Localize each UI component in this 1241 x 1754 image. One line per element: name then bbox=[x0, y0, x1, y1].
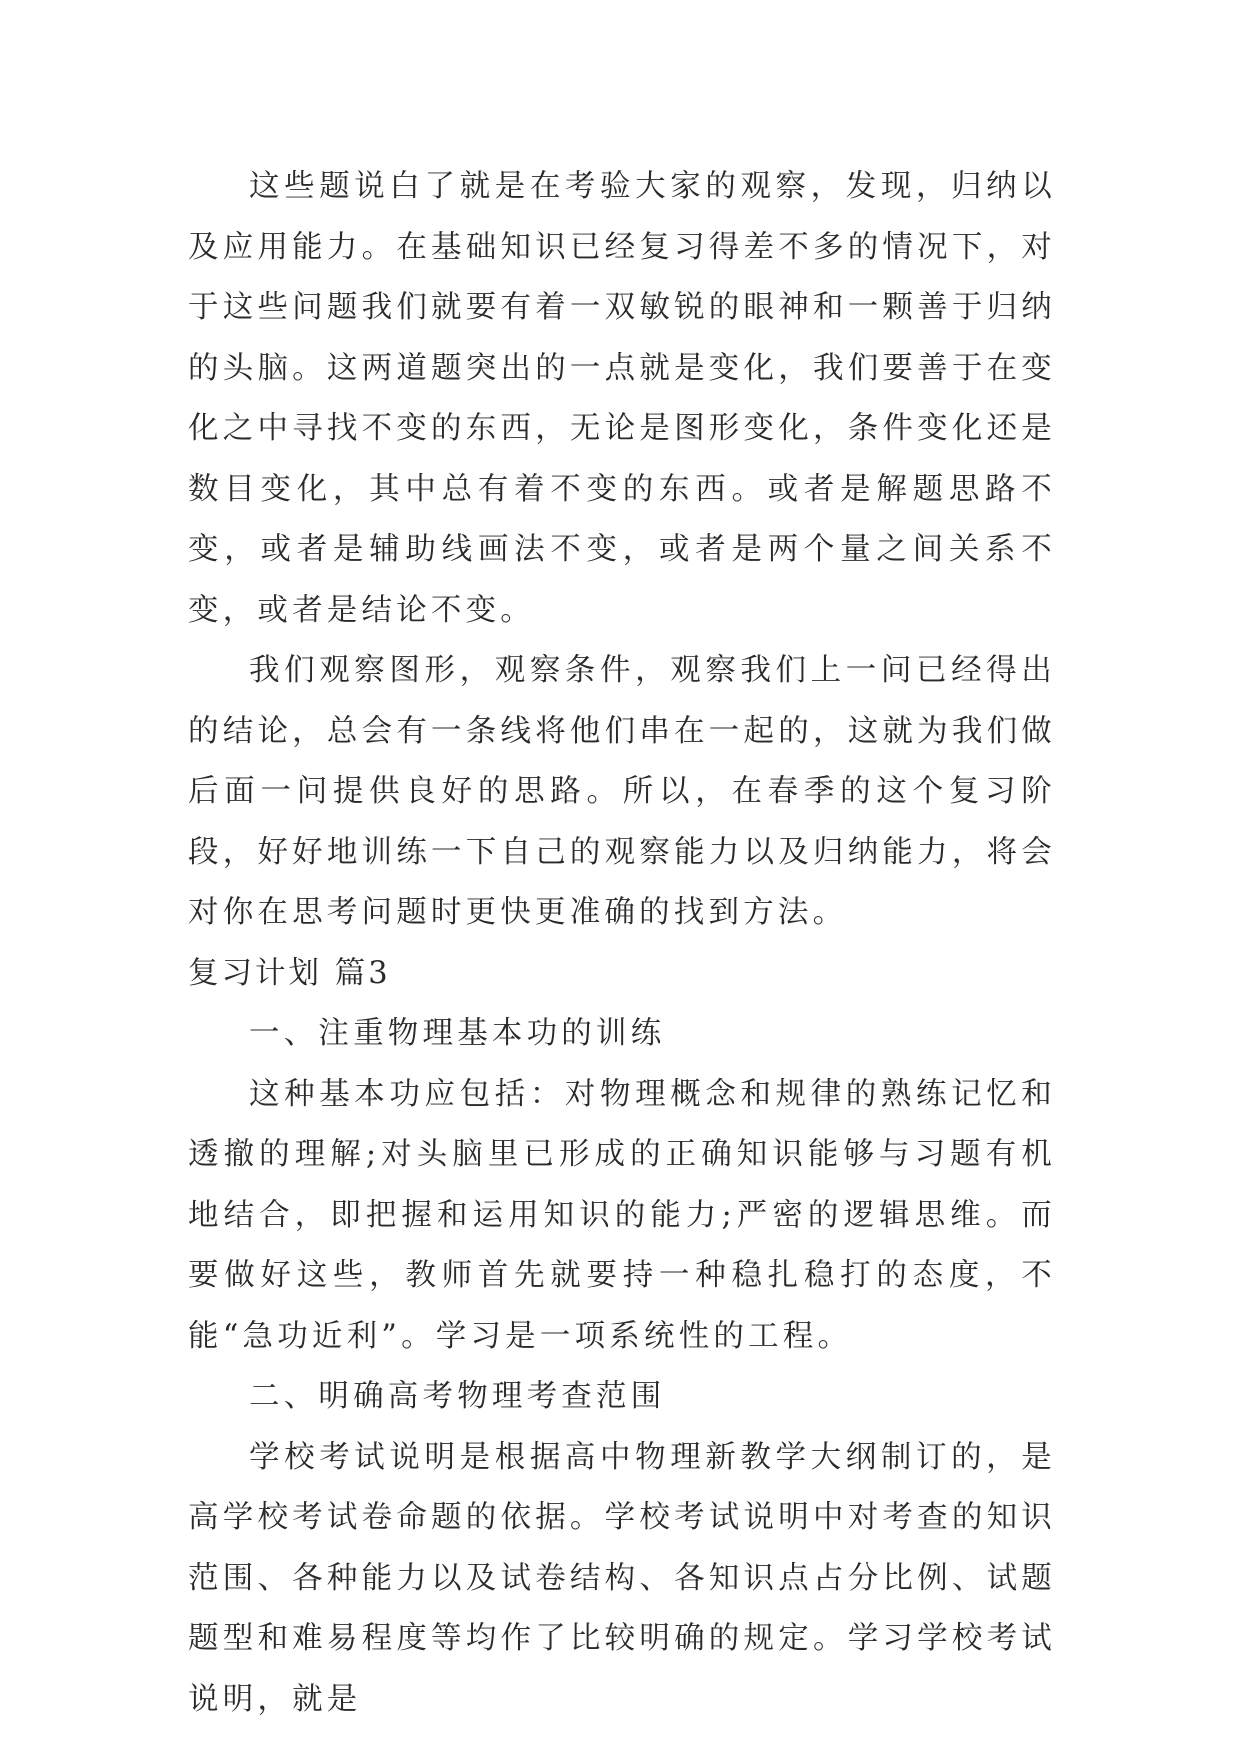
paragraph-conclusion: 我们观察图形，观察条件，观察我们上一问已经得出的结论，总会有一条线将他们串在一起的，这就为我们做后面一问提供良好的思路。所以，在春季的这个复习阶段，好好地训练一下自己的观察能力以及归纳能力，将会对你在思考问题时更快更准确的找到方法。 bbox=[188, 653, 1056, 930]
paragraph-observation: 这些题说白了就是在考验大家的观察，发现，归纳以及应用能力。在基础知识已经复习得差不多的情况下，对于这些问题我们就要有着一双敏锐的眼神和一颗善于归纳的头脑。这两道题突出的一点就是变化，我们要善于在变化之中寻找不变的东西，无论是图形变化，条件变化还是数目变化，其中总有着不变的东西。或者是解题思路不变，或者是辅助线画法不变，或者是两个量之间关系不变，或者是结论不变。 bbox=[188, 169, 1056, 628]
section-title: 复习计划 篇3 bbox=[188, 955, 391, 991]
section2-paragraph: 学校考试说明是根据高中物理新教学大纲制订的，是高学校考试卷命题的依据。学校考试说明中对考查的知识范围、各种能力以及试卷结构、各知识点占分比例、试题题型和难易程度等均作了比较明确的规定。学习学校考试说明，就是 bbox=[188, 1439, 1056, 1717]
document-body bbox=[188, 157, 1056, 1730]
section2-heading: 二、明确高考物理考查范围 bbox=[249, 1379, 666, 1414]
section1-heading: 一、注重物理基本功的训练 bbox=[249, 1016, 666, 1051]
section1-paragraph: 这种基本功应包括：对物理概念和规律的熟练记忆和透撤的理解;对头脑里已形成的正确知识能够与习题有机地结合，即把握和运用知识的能力;严密的逻辑思维。而要做好这些，教师首先就要持一种稳扎稳打的态度，不能“急功近利”。学习是一项系统性的工程。 bbox=[188, 1076, 1056, 1354]
